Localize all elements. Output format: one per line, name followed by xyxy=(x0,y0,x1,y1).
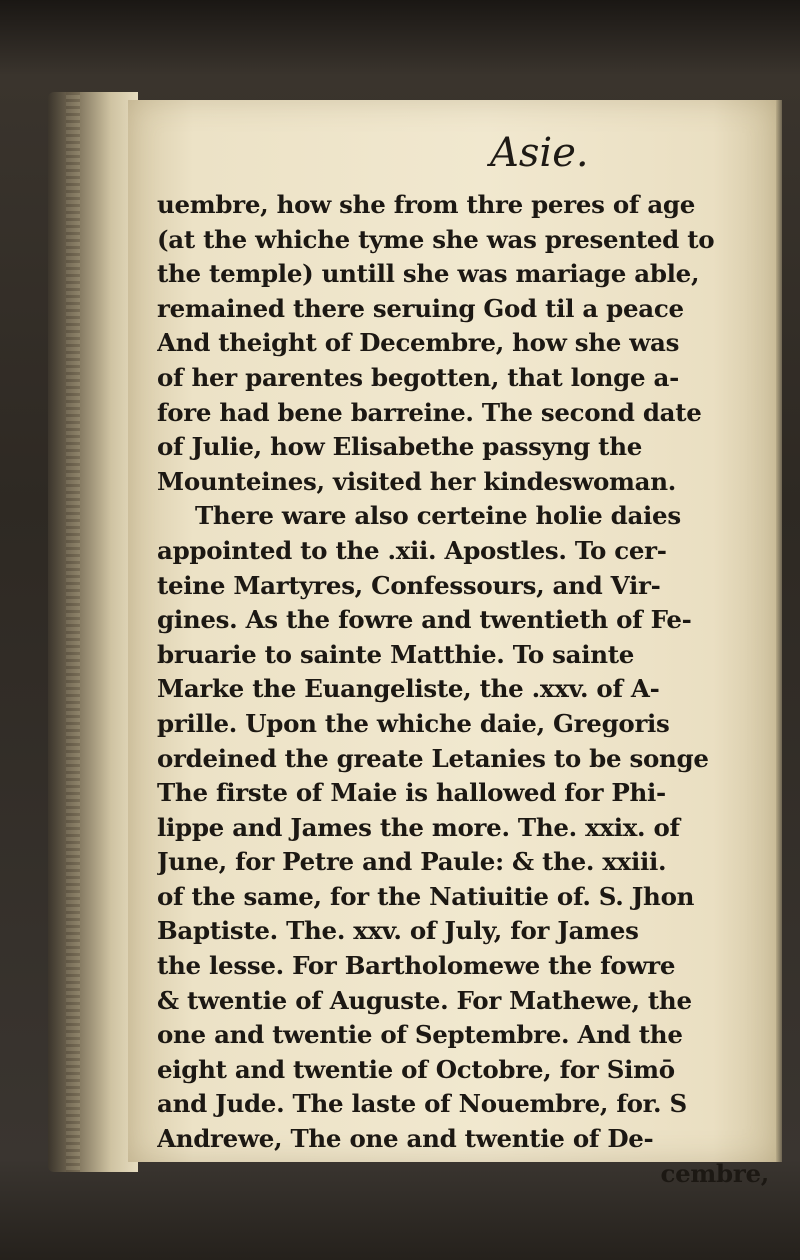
text-line: remained there seruing God til a peace xyxy=(157,293,684,323)
text-line: Baptiste. The. xxv. of July, for James xyxy=(157,916,639,946)
text-line: of her parentes begotten, that longe a- xyxy=(157,362,679,392)
text-line: prille. Upon the whiche daie, Gregoris xyxy=(157,708,670,738)
text-line: June, for Petre and Paule: & the. xxiii. xyxy=(157,847,667,877)
text-line: (at the whiche tyme she was presented to xyxy=(157,224,715,254)
text-line: of the same, for the Natiuitie of. S. Jhon xyxy=(157,881,695,911)
text-line: appointed to the .xii. Apostles. To cer- xyxy=(157,535,667,565)
text-line: the temple) untill she was mariage able, xyxy=(157,259,700,289)
text-line: gines. As the fowre and twentieth of Fe- xyxy=(157,605,692,635)
text-line: uembre, how she from thre peres of age xyxy=(157,190,696,219)
running-head: Asie. xyxy=(490,130,589,176)
page-fore-edge xyxy=(776,100,782,1162)
text-line: bruarie to sainte Matthie. To sainte xyxy=(157,639,635,669)
text-line: of Julie, how Elisabethe passyng the xyxy=(157,432,642,462)
text-line-paragraph-start: There ware also certeine holie daies xyxy=(195,501,681,531)
text-line: Andrewe, The one and twentie of De- xyxy=(157,1124,654,1154)
text-line: one and twentie of Septembre. And the xyxy=(157,1020,683,1050)
text-line: The firste of Maie is hallowed for Phi- xyxy=(157,778,666,808)
text-line: ordeined the greate Letanies to be songe xyxy=(157,743,709,773)
text-line: the lesse. For Bartholomewe the fowre xyxy=(157,951,676,981)
catchword: cembre, xyxy=(660,1158,769,1188)
text-line: eight and twentie of Octobre, for Simō xyxy=(157,1054,675,1084)
text-line: Marke the Euangeliste, the .xxv. of A- xyxy=(157,674,660,704)
text-line: Mounteines, visited her kindeswoman. xyxy=(157,466,676,496)
text-line: And theight of Decembre, how she was xyxy=(157,328,680,358)
text-line: teine Martyres, Confessours, and Vir- xyxy=(157,570,661,600)
text-line: & twentie of Auguste. For Mathewe, the xyxy=(157,985,692,1015)
page-text xyxy=(157,188,769,1191)
book-cover-edge xyxy=(48,92,138,1172)
text-line: lippe and James the more. The. xxix. of xyxy=(157,812,680,842)
text-line: and Jude. The laste of Nouembre, for. S xyxy=(157,1089,687,1119)
text-line: fore had bene barreine. The second date xyxy=(157,397,702,427)
